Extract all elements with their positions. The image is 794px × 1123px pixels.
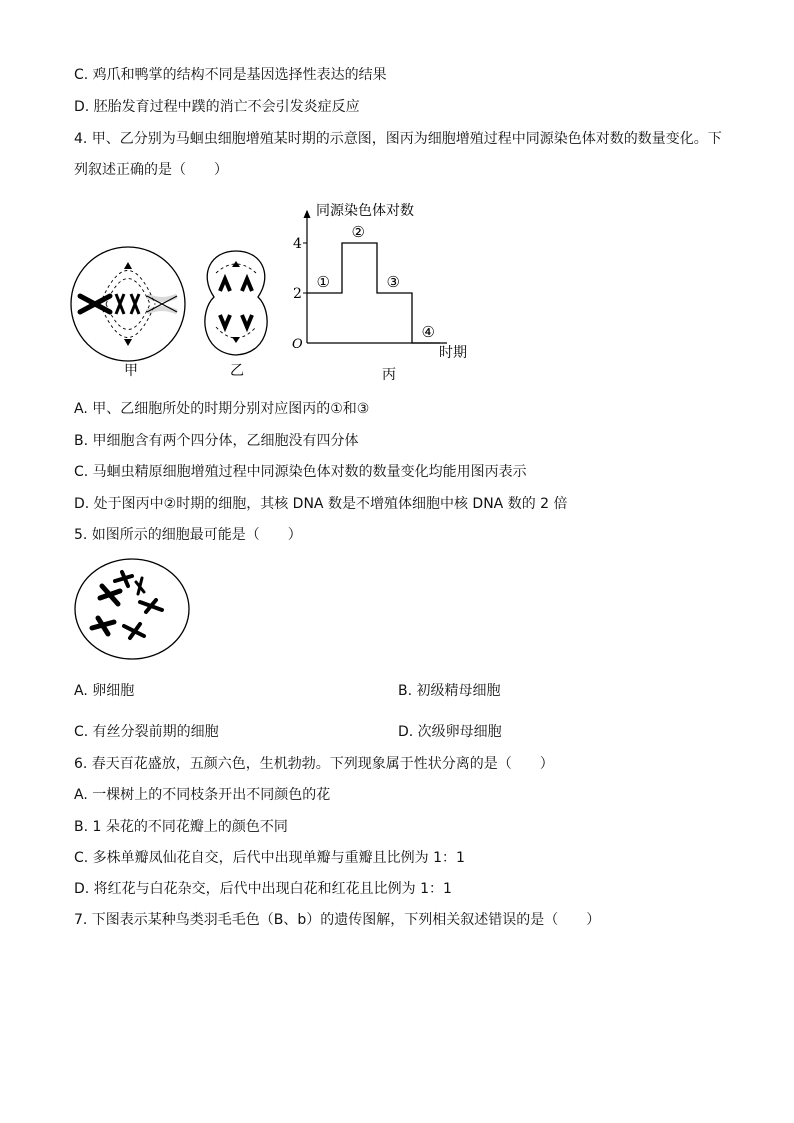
option-5c: C. 有丝分裂前期的细胞 xyxy=(74,724,219,740)
option-4c: C. 马蛔虫精原细胞增殖过程中同源染色体对数的数量变化均能用图丙表示 xyxy=(74,464,527,480)
option-6c: C. 多株单瓣凤仙花自交，后代中出现单瓣与重瓣且比例为 1：1 xyxy=(74,850,465,866)
question-7-stem: 7. 下图表示某种鸟类羽毛毛色（B、b）的遗传图解，下列相关叙述错误的是（ ） xyxy=(74,912,601,928)
chart-origin: O xyxy=(292,337,303,352)
option-3c: C. 鸡爪和鸭掌的结构不同是基因选择性表达的结果 xyxy=(74,67,387,83)
y-tick-label: 2 xyxy=(293,286,302,302)
stage-label: ③ xyxy=(386,273,400,291)
cell-a-label: 甲 xyxy=(124,363,138,379)
cell-b xyxy=(205,251,267,379)
y-tick-label: 4 xyxy=(293,236,302,252)
option-5d: D. 次级卵母细胞 xyxy=(398,724,502,740)
option-4d: D. 处于图丙中②时期的细胞，其核 DNA 数是不增殖体细胞中核 DNA 数的 2 倍 xyxy=(74,496,568,512)
cell-b-label: 乙 xyxy=(230,363,244,379)
question-6-stem: 6. 春天百花盛放，五颜六色，生机勃勃。下列现象属于性状分离的是（ ） xyxy=(74,756,554,772)
option-6d: D. 将红花与白花杂交，后代中出现白花和红花且比例为 1：1 xyxy=(74,881,452,897)
chart-c-label: 丙 xyxy=(382,367,396,383)
question-5-figure xyxy=(70,556,200,666)
option-6b: B. 1 朵花的不同花瓣上的颜色不同 xyxy=(74,819,288,835)
chart-xlabel: 时期 xyxy=(439,345,467,361)
chromosome-pair-middle xyxy=(116,294,139,314)
chart-ylabel: 同源染色体对数 xyxy=(316,203,414,219)
option-4a: A. 甲、乙细胞所处的时期分别对应图丙的①和③ xyxy=(74,401,370,417)
question-5-stem: 5. 如图所示的细胞最可能是（ ） xyxy=(74,527,302,543)
chromosome-pair-right xyxy=(147,296,177,312)
chromosome-cluster xyxy=(92,572,162,638)
question-4-stem-line1: 4. 甲、乙分别为马蛔虫细胞增殖某时期的示意图，图丙为细胞增殖过程中同源染色体对数的数量变化。下 xyxy=(74,131,722,147)
question-4-stem-line2: 列叙述正确的是（ ） xyxy=(74,162,228,178)
chart-c xyxy=(292,202,467,383)
option-6a: A. 一棵树上的不同枝条开出不同颜色的花 xyxy=(74,787,331,803)
chromosome-pair-left xyxy=(80,296,110,312)
option-5a: A. 卵细胞 xyxy=(74,683,135,699)
stage-label: ④ xyxy=(421,323,435,341)
option-3d: D. 胚胎发育过程中蹼的消亡不会引发炎症反应 xyxy=(74,99,360,115)
question-4-figure xyxy=(0,195,794,390)
cell-a xyxy=(71,247,185,379)
option-5b: B. 初级精母细胞 xyxy=(398,683,501,699)
stage-label: ① xyxy=(316,273,330,291)
stage-label: ② xyxy=(351,223,365,241)
option-4b: B. 甲细胞含有两个四分体，乙细胞没有四分体 xyxy=(74,433,359,449)
